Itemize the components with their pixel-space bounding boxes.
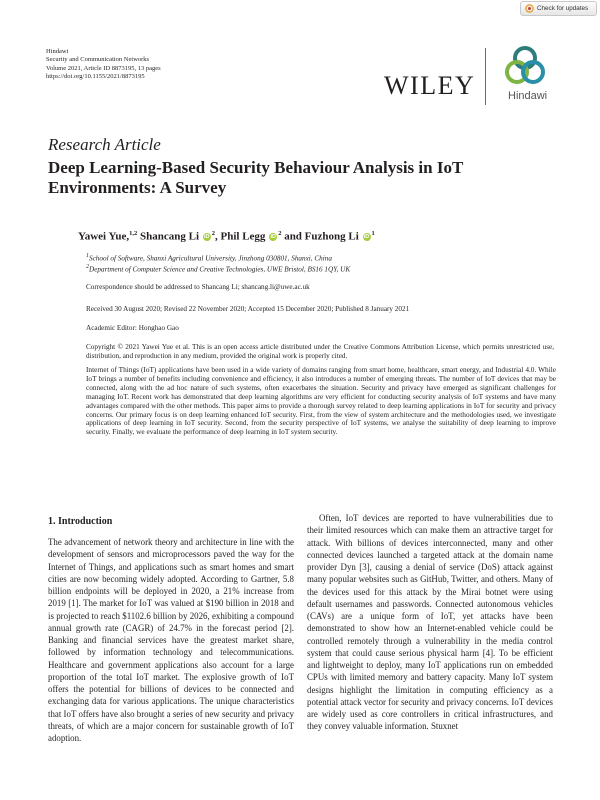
copyright-notice: Copyright © 2021 Yawei Yue et al. This is an open access article distributed under the Creative Commons Attribution License, which permits unrestricted use, distribution, and reproduction in any medium, provided the original work is properly cited. <box>86 343 554 360</box>
affiliations <box>86 252 350 275</box>
affiliation <box>86 252 350 263</box>
article-title: Deep Learning-Based Security Behaviour Analysis in IoT Environments: A Survey <box>48 158 463 197</box>
check-for-updates-label: Check for updates <box>537 5 589 12</box>
author-affil-sup: 1,2 <box>129 230 138 237</box>
affil-sup: 1 <box>86 253 89 259</box>
author-list: Yawei Yue,$^{1,2}$ Shancang Li $iD^2$, Phil Legg $iD^2$ and Fuzhong Li $iD^1$ <box>78 230 375 243</box>
academic-editor: Academic Editor: Honghao Gao <box>86 324 179 332</box>
orcid-icon[interactable]: iD <box>270 234 276 241</box>
correspondence: Correspondence should be addressed to Shancang Li; shancang.li@uwe.ac.uk <box>86 283 310 291</box>
hindawi-logo-icon <box>497 44 553 90</box>
author-name: and Fuzhong Li <box>284 230 359 243</box>
doi-link[interactable]: https://doi.org/10.1155/2021/8873195 <box>46 72 145 80</box>
wiley-logo: WILEY <box>384 71 476 100</box>
logo-divider <box>485 48 486 105</box>
author-affil-sup: 2 <box>278 230 282 237</box>
affil-sup: 2 <box>86 264 89 271</box>
author-name: Phil Legg <box>220 230 266 243</box>
body-column-left <box>48 536 294 744</box>
author-affil-sup: 2 <box>211 230 216 237</box>
journal-name: Security and Communication Networks <box>46 56 150 64</box>
affil-text: School of Software, Shanxi Agricultural University, Jinzhong 030801, Shanxi, China <box>89 254 332 263</box>
volume-info: Volume 2021, Article ID 8873195, 13 pages <box>46 64 161 72</box>
refresh-icon <box>525 4 534 13</box>
section-heading: 1. Introduction <box>48 516 113 527</box>
author-name: Yawei Yue, <box>78 230 130 243</box>
article-type: Research Article <box>48 135 161 154</box>
author-name: Shancang Li <box>140 230 200 243</box>
hindawi-logo-text: Hindawi <box>508 90 548 102</box>
affil-text: Department of Computer Science and Creative Technologies, UWE Bristol, BS16 1QY, UK <box>89 265 351 274</box>
paragraph: Often, IoT devices are reported to have vulnerabilities due to their limited resources which can make them an attractive target for attack. With billions of devices interconnected, many and other connected devices launched a targeted attack at the domain name provider Dyn [3], causing a denial of service (DoS) attack against many popular websites such as GitHub, Twitter, and others. Many of the devices used for this attack by the Mirai botnet were using default usernames and passwords. Connected autonomous vehicles (CAVs) are a unique form of IoT, yet attacks have been demonstrated to show how an Internet-enabled vehicle could be controlled remotely through a vulnerability in the media control system that could cause serious physical harm [4]. To be efficient and lightweight to deploy, many IoT applications run on embedded CPUs with limited memory and battery capacity. Many IoT system designs highlight the limitation in computing efficiency as a potential attack vector for security and privacy concerns. IoT devices are widely used as core controllers in critical infrastructures, and they convey valuable information. Stuxnet <box>307 513 553 732</box>
publisher-name: Hindawi <box>46 48 69 55</box>
orcid-icon[interactable]: iD <box>204 234 210 241</box>
abstract: Internet of Things (IoT) applications have been used in a wide variety of domains ranging from smart home, healthcare, smart energy, and Industrial 4.0. While IoT brings a number of benefits including convenience and efficiency, it also introduces a number of emerging threats. The number of IoT devices that may be connected, along with the ad hoc nature of such systems, often exacerbates the situation. Security and privacy have emerged as significant challenges for managing IoT. Recent work has demonstrated that deep learning algorithms are very efficient for conducting security analysis of IoT systems and have many advantages compared with the other methods. This paper aims to provide a thorough survey related to deep learning applications in IoT for security and privacy concerns. Our primary focus is on deep learning enhanced IoT security. First, from the view of system architecture and the methodologies used, we investigate applications of deep learning in IoT security. Second, from the security perspective of IoT systems, we analyse the suitability of deep learning to improve security. Finally, we evaluate the performance of deep learning in IoT system security. <box>86 365 556 437</box>
body-column-right <box>307 512 553 733</box>
author-affil-sup: 1 <box>371 230 375 237</box>
paragraph: The advancement of network theory and architecture in line with the development of sensors and microprocessors paved the way for the Internet of Things, and applications such as smart homes and smart cities are now becoming widely adopted. According to Gartner, 5.8 billion endpoints will be deployed in 2020, a 21% increase from 2019 [1]. The market for IoT was valued at $190 billion in 2018 and is projected to reach $1102.6 billion by 2026, exhibiting a compound annual growth rate (CAGR) of 24.7% in the forecast period [2]. Banking and financial services have the greatest market share, followed by information technology and telecommunications. Healthcare and government applications also account for a large proportion of the total IoT market. The explosive growth of IoT offers the potential for billions of devices to be connected and exchanging data for various applications. The unique characteristics that IoT offers have also brought a series of new security and privacy threats, of which are a major concern for sustainable growth of IoT adoption. <box>48 537 294 743</box>
check-for-updates-button[interactable] <box>520 1 597 16</box>
affiliation <box>86 263 350 274</box>
orcid-icon[interactable]: iD <box>363 234 370 241</box>
publication-dates: Received 30 August 2020; Revised 22 November 2020; Accepted 15 December 2020; Published 8 January 2021 <box>86 305 410 313</box>
journal-info <box>46 48 161 81</box>
